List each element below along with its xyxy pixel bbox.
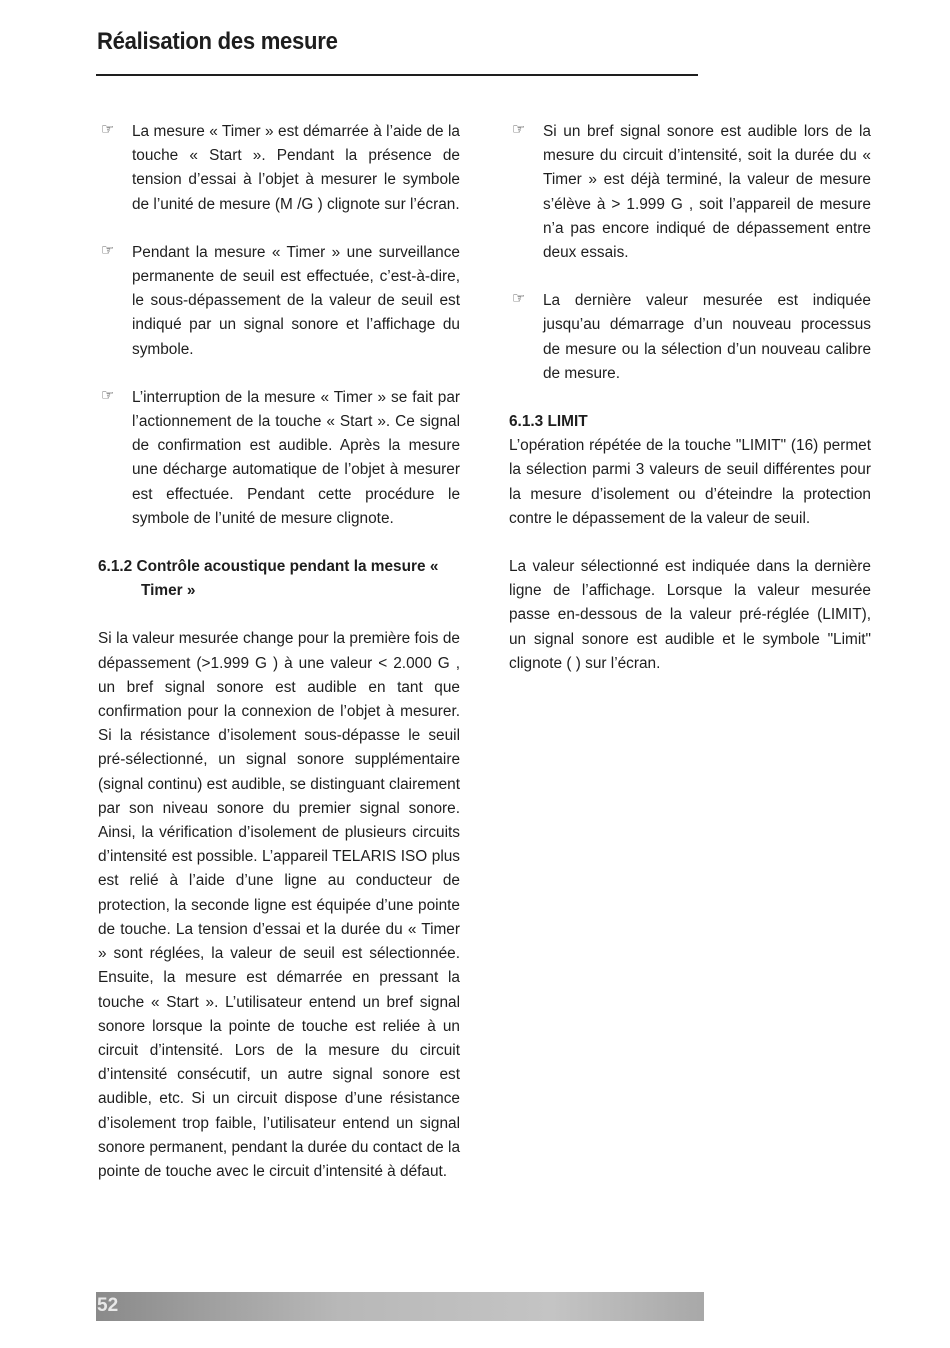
section-heading-line2: Timer » xyxy=(141,582,196,600)
title-divider xyxy=(96,74,698,76)
pointing-hand-icon: ☞ xyxy=(101,386,115,404)
page-number: 52 xyxy=(97,1295,119,1316)
section-para-613-1: L’opération répétée de la touche "LIMIT" (16) permet la sélection parmi 3 valeurs de seuil différentes pour la mesure d’isolement ou d’éteindre la protection contre le dépassement de la valeur de seuil. xyxy=(509,437,871,527)
right-column xyxy=(509,120,871,676)
left-column xyxy=(98,120,460,1184)
bullet-item xyxy=(509,289,871,386)
bullet-text: Si un bref signal sonore est audible lors de la mesure du circuit d’intensité, soit la durée du « Timer » est déjà terminé, la valeur de mesure s’élève à > 1.999 G , soit l’appareil de mesure n’a pas encore indiqué de dépassement entre deux essais. xyxy=(543,123,871,262)
bullet-text: Pendant la mesure « Timer » une surveillance permanente de seuil est effectuée, c’est-à-dire, le sous-dépassement de la valeur de seuil est indiqué par un signal sonore et l’affichage du symbole. xyxy=(132,243,460,358)
pointing-hand-icon: ☞ xyxy=(512,121,526,138)
section-heading-613: 6.1.3 LIMIT xyxy=(509,413,588,431)
pointing-hand-icon: ☞ xyxy=(101,121,115,138)
bullet-item xyxy=(98,120,460,217)
bullet-text: La mesure « Timer » est démarrée à l’aide de la touche « Start ». Pendant la présence de tension d’essai à l’objet à mesurer le symbole de l’unité de mesure (M /G ) clignote sur l’écran. xyxy=(132,123,460,213)
bullet-item xyxy=(98,386,460,531)
page-title: Réalisation des mesure xyxy=(97,28,338,55)
section-body-612: Si la valeur mesurée change pour la première fois de dépassement (>1.999 G ) à une valeur < 2.000 G , un bref signal sonore est audible en tant que confirmation pour la connexion de l’objet à mesurer. Si la résistance d’isolement sous-dépasse le seuil pré-sélectionné, un signal sonore supplémentaire (signal continu) est audible, se distinguant clairement par son niveau sonore du premier signal sonore. Ainsi, la vérification d’isolement de plusieurs circuits d’intensité est possible. L’appareil TELARIS ISO plus est relié à l’aide d’une ligne au conducteur de protection, la seconde ligne est équipée d’une pointe de touche. La tension d’essai et la durée du « Timer » sont réglées, la valeur de seuil est sélectionnée. Ensuite, la mesure est démarrée en pressant la touche « Start ». L’utilisateur entend un bref signal sonore lorsque la pointe de touche est reliée à un circuit d’intensité. Lors de la mesure du circuit d’intensité consécutif, un autre signal sonore est audible, etc. Si un circuit dispose d’une résistance d’isolement trop faible, l’utilisateur entend un signal sonore permanent, pendant la durée du contact de la pointe de touche avec le circuit d’intensité à défaut. xyxy=(98,630,460,1180)
section-heading-line1: 6.1.2 Contrôle acoustique pendant la mesure « xyxy=(98,558,439,576)
footer-bar xyxy=(96,1292,704,1321)
bullet-item xyxy=(98,241,460,362)
section-para-613-2: La valeur sélectionné est indiquée dans la dernière ligne de l’affichage. Lorsque la valeur mesurée passe en-dessous de la valeur pré-réglée (LIMIT), un signal sonore est audible et le symbole "Limit" clignote ( ) sur l’écran. xyxy=(509,558,871,672)
pointing-hand-icon: ☞ xyxy=(101,241,115,259)
bullet-text: L’interruption de la mesure « Timer » se fait par l’actionnement de la touche « Start ». Ce signal de confirmation est audible. Après la mesure une décharge automatique de l’objet à mesurer est effectuée. Pendant cette procédure le symbole de l’unité de mesure clignote. xyxy=(132,388,460,527)
pointing-hand-icon: ☞ xyxy=(512,290,526,308)
bullet-item xyxy=(509,120,871,265)
bullet-text: La dernière valeur mesurée est indiquée jusqu’au démarrage d’un nouveau processus de mesure ou la sélection d’un nouveau calibre de mesure. xyxy=(543,292,871,382)
section-heading-612 xyxy=(98,555,460,603)
